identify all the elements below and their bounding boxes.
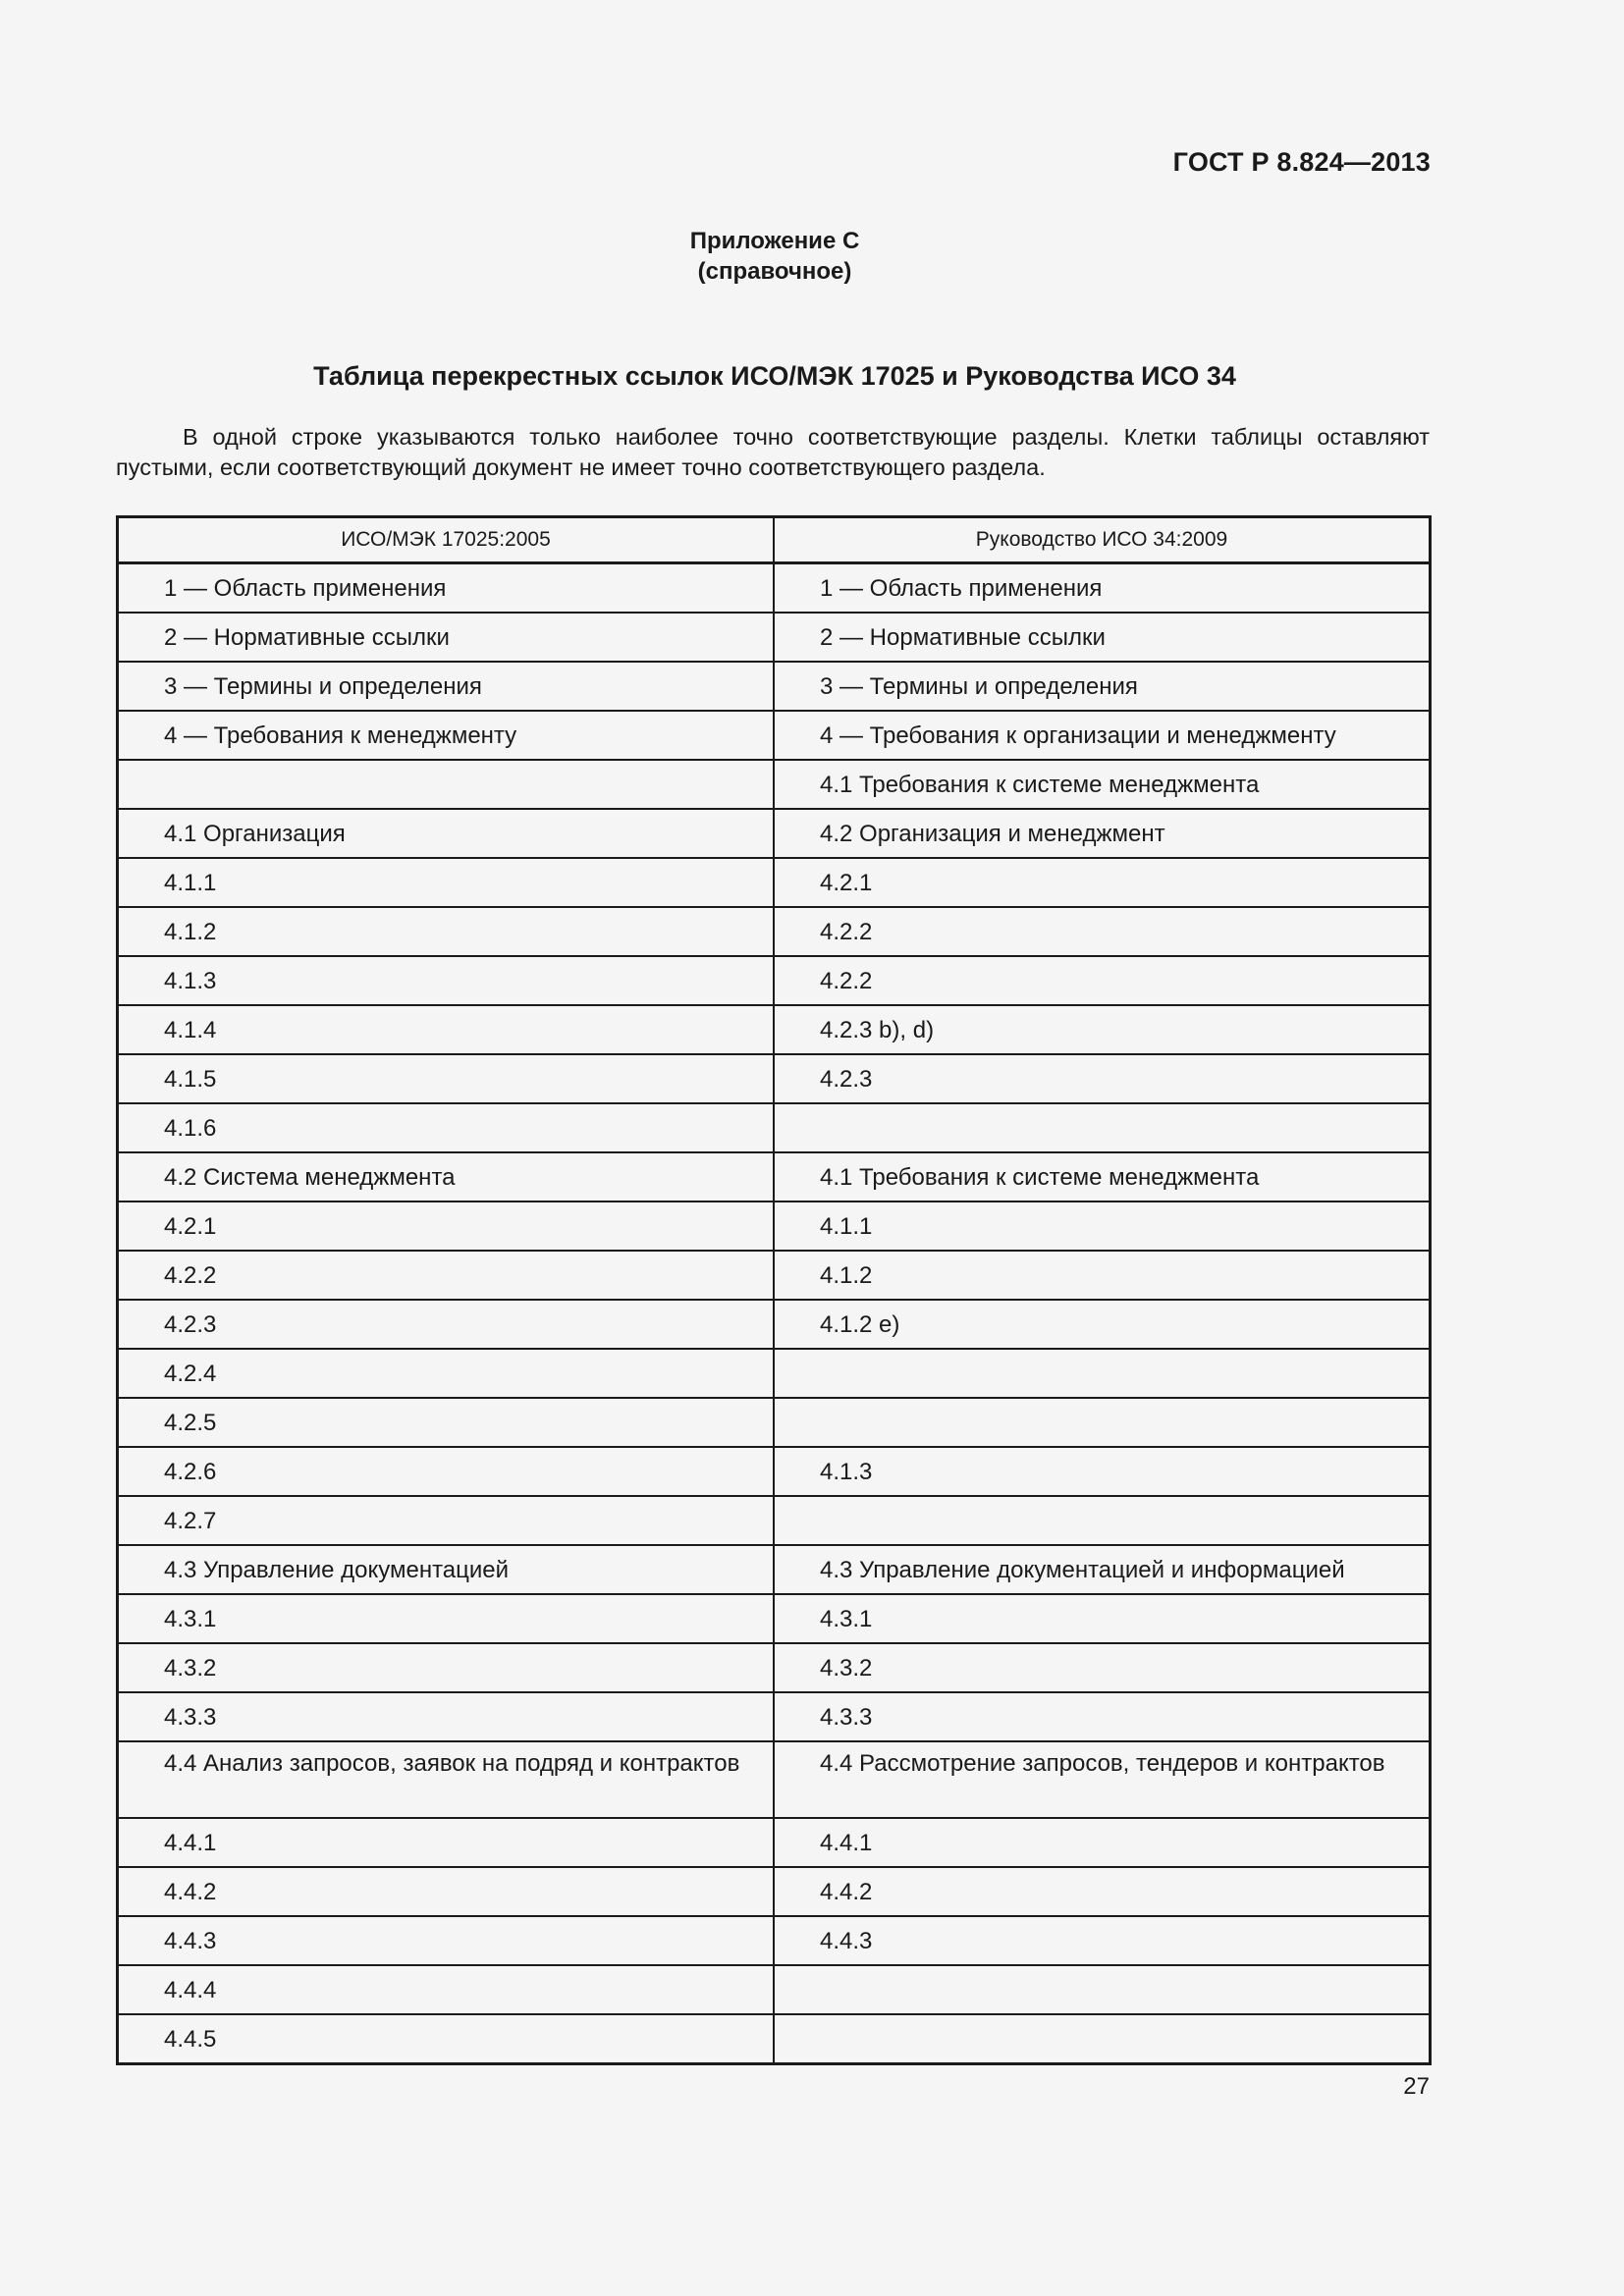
- cell-iso-guide-34: 1 — Область применения: [774, 563, 1431, 614]
- cell-iso-iec-17025: [118, 760, 775, 809]
- cell-iso-guide-34: 4.4.2: [774, 1867, 1431, 1916]
- table-row: [118, 956, 1431, 1005]
- table-row: [118, 1005, 1431, 1054]
- cell-iso-iec-17025: 4.1.3: [118, 956, 775, 1005]
- cell-iso-iec-17025: 4.4 Анализ запросов, заявок на подряд и контрактов: [118, 1741, 775, 1818]
- cell-iso-iec-17025: 4.3.3: [118, 1692, 775, 1741]
- table-row: [118, 1054, 1431, 1103]
- cell-iso-iec-17025: 4.4.4: [118, 1965, 775, 2014]
- cell-iso-guide-34: 4.2.1: [774, 858, 1431, 907]
- cell-iso-guide-34: [774, 1496, 1431, 1545]
- table-row: [118, 662, 1431, 711]
- cross-reference-table: [116, 515, 1432, 2065]
- cell-iso-iec-17025: 4.4.1: [118, 1818, 775, 1867]
- cell-iso-iec-17025: 4.1.4: [118, 1005, 775, 1054]
- cell-iso-guide-34: 3 — Термины и определения: [774, 662, 1431, 711]
- cell-iso-guide-34: 4.2.2: [774, 907, 1431, 956]
- cell-iso-guide-34: 4.1 Требования к системе менеджмента: [774, 1152, 1431, 1201]
- cell-iso-iec-17025: 1 — Область применения: [118, 563, 775, 614]
- table-row: [118, 1965, 1431, 2014]
- cell-iso-iec-17025: 4.4.3: [118, 1916, 775, 1965]
- table-row: [118, 1545, 1431, 1594]
- table-row: [118, 907, 1431, 956]
- table-row: [118, 1916, 1431, 1965]
- cell-iso-guide-34: 4.4 Рассмотрение запросов, тендеров и контрактов: [774, 1741, 1431, 1818]
- cell-iso-guide-34: 4.3.3: [774, 1692, 1431, 1741]
- cell-iso-iec-17025: 3 — Термины и определения: [118, 662, 775, 711]
- appendix-subtitle: (справочное): [697, 258, 852, 285]
- cell-iso-iec-17025: 4.1 Организация: [118, 809, 775, 858]
- cell-iso-iec-17025: 4.1.2: [118, 907, 775, 956]
- cell-iso-guide-34: 4.4.3: [774, 1916, 1431, 1965]
- cell-iso-guide-34: 4.2.2: [774, 956, 1431, 1005]
- cell-iso-guide-34: [774, 1398, 1431, 1447]
- cell-iso-guide-34: 4.1.3: [774, 1447, 1431, 1496]
- cell-iso-iec-17025: 4 — Требования к менеджменту: [118, 711, 775, 760]
- table-row: [118, 613, 1431, 662]
- cell-iso-guide-34: 4.2.3 b), d): [774, 1005, 1431, 1054]
- cell-iso-iec-17025: 4.3.2: [118, 1643, 775, 1692]
- table-row: [118, 1300, 1431, 1349]
- cell-iso-iec-17025: 2 — Нормативные ссылки: [118, 613, 775, 662]
- cell-iso-iec-17025: 4.2.2: [118, 1251, 775, 1300]
- table-row: [118, 1349, 1431, 1398]
- appendix-title: Приложение С: [689, 228, 860, 254]
- cell-iso-guide-34: [774, 2014, 1431, 2064]
- cell-iso-iec-17025: 4.2.4: [118, 1349, 775, 1398]
- document-code: ГОСТ Р 8.824—2013: [1172, 147, 1431, 177]
- cell-iso-guide-34: 4.1.1: [774, 1201, 1431, 1251]
- cell-iso-guide-34: 4.2.3: [774, 1054, 1431, 1103]
- table-row: [118, 711, 1431, 760]
- column-header-iso-iec-17025: ИСО/МЭК 17025:2005: [118, 517, 775, 563]
- cell-iso-guide-34: 4.1.2 e): [774, 1300, 1431, 1349]
- cell-iso-iec-17025: 4.2.3: [118, 1300, 775, 1349]
- cell-iso-iec-17025: 4.2.5: [118, 1398, 775, 1447]
- table-row: [118, 1594, 1431, 1643]
- column-header-iso-guide-34: Руководство ИСО 34:2009: [774, 517, 1431, 563]
- table-row: [118, 858, 1431, 907]
- cell-iso-guide-34: 4.3.2: [774, 1643, 1431, 1692]
- cell-iso-guide-34: [774, 1349, 1431, 1398]
- table-row: [118, 1741, 1431, 1818]
- table-row: [118, 1867, 1431, 1916]
- table-row: [118, 1251, 1431, 1300]
- table-row: [118, 809, 1431, 858]
- cell-iso-guide-34: 2 — Нормативные ссылки: [774, 613, 1431, 662]
- table-row: [118, 760, 1431, 809]
- table-row: [118, 1643, 1431, 1692]
- table-row: [118, 1152, 1431, 1201]
- cell-iso-iec-17025: 4.1.5: [118, 1054, 775, 1103]
- table-header-row: [118, 517, 1431, 563]
- cell-iso-guide-34: 4.2 Организация и менеджмент: [774, 809, 1431, 858]
- cell-iso-guide-34: 4.1 Требования к системе менеджмента: [774, 760, 1431, 809]
- table-row: [118, 1398, 1431, 1447]
- cell-iso-iec-17025: 4.1.6: [118, 1103, 775, 1152]
- table-row: [118, 1201, 1431, 1251]
- table-row: [118, 1447, 1431, 1496]
- cell-iso-iec-17025: 4.2.7: [118, 1496, 775, 1545]
- table-row: [118, 1103, 1431, 1152]
- cell-iso-iec-17025: 4.3 Управление документацией: [118, 1545, 775, 1594]
- cell-iso-guide-34: 4.3 Управление документацией и информацией: [774, 1545, 1431, 1594]
- table-row: [118, 1692, 1431, 1741]
- table-title: Таблица перекрестных ссылок ИСО/МЭК 17025 и Руководства ИСО 34: [313, 361, 1236, 391]
- cell-iso-iec-17025: 4.2.1: [118, 1201, 775, 1251]
- cell-iso-iec-17025: 4.2.6: [118, 1447, 775, 1496]
- cell-iso-guide-34: [774, 1965, 1431, 2014]
- cell-iso-guide-34: 4.4.1: [774, 1818, 1431, 1867]
- cell-iso-iec-17025: 4.1.1: [118, 858, 775, 907]
- cell-iso-iec-17025: 4.3.1: [118, 1594, 775, 1643]
- cell-iso-guide-34: 4.3.1: [774, 1594, 1431, 1643]
- table-row: [118, 1818, 1431, 1867]
- cell-iso-iec-17025: 4.4.2: [118, 1867, 775, 1916]
- table-row: [118, 563, 1431, 614]
- table-row: [118, 1496, 1431, 1545]
- cell-iso-guide-34: 4 — Требования к организации и менеджменту: [774, 711, 1431, 760]
- intro-paragraph: В одной строке указываются только наиболее точно соответствующие разделы. Клетки таблицы оставляют пустыми, если соответствующий документ не имеет точно соответствующего раздела.: [116, 424, 1430, 480]
- cell-iso-iec-17025: 4.2 Система менеджмента: [118, 1152, 775, 1201]
- cell-iso-iec-17025: 4.4.5: [118, 2014, 775, 2064]
- table-row: [118, 2014, 1431, 2064]
- cell-iso-guide-34: [774, 1103, 1431, 1152]
- page-number: 27: [1403, 2073, 1430, 2100]
- cell-iso-guide-34: 4.1.2: [774, 1251, 1431, 1300]
- appendix-heading: [0, 226, 1549, 287]
